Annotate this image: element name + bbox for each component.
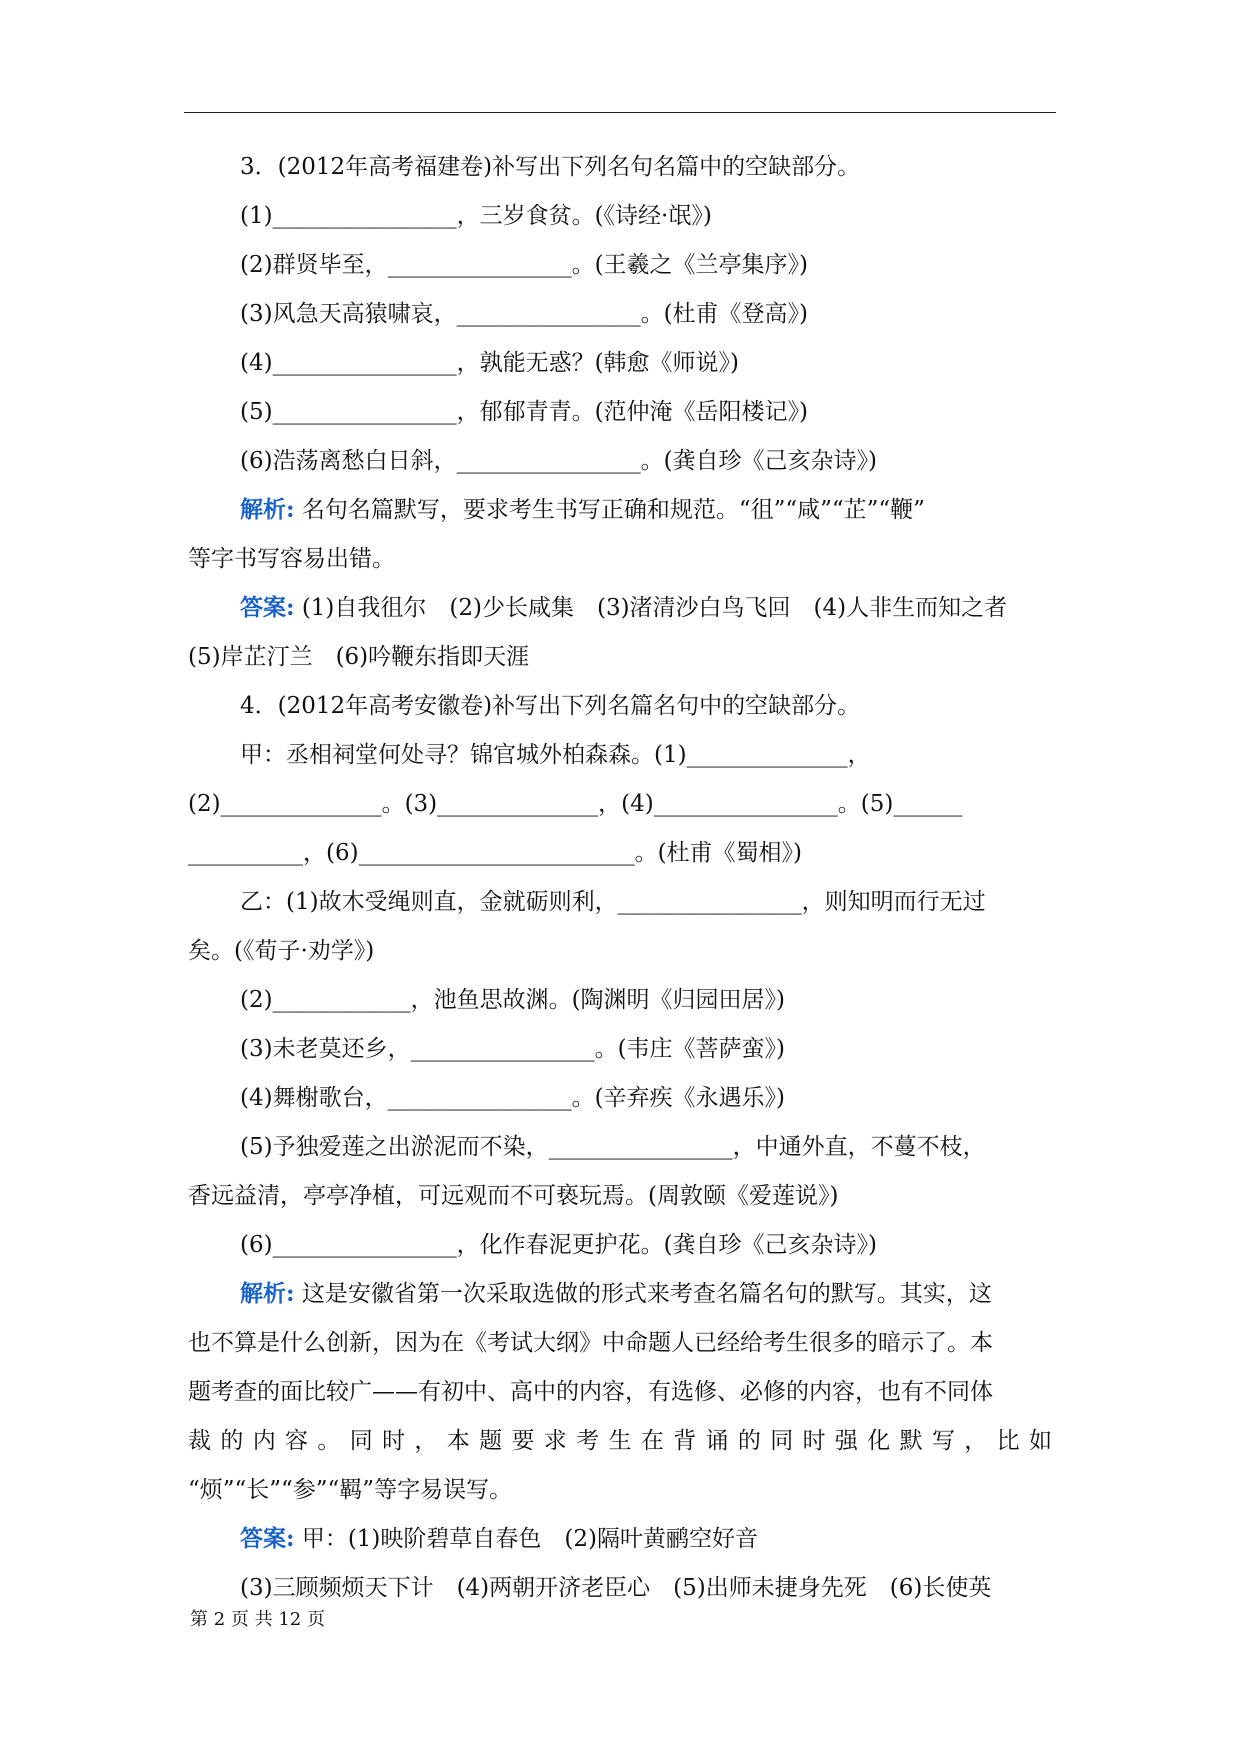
- q3-item-6: (6)浩荡离愁白日斜，________________。(龚自珍《己亥杂诗》): [240, 448, 878, 474]
- q4-yi-item-2: (2)____________，池鱼思故渊。(陶渊明《归园田居》): [240, 987, 786, 1013]
- q4-yi-item-5: (5)予独爱莲之出淤泥而不染，________________，中通外直，不蔓不枝，: [240, 1134, 986, 1160]
- analysis-text: 这是安徽省第一次采取选做的形式来考查名篇名句的默写。其实，这: [301, 1281, 992, 1307]
- q4-jia-line-2: (2)______________。(3)______________，(4)________________。(5)______: [188, 791, 963, 817]
- q4-jia-line-1: 甲：丞相祠堂何处寻？锦官城外柏森森。(1)______________，: [240, 742, 871, 768]
- q4-yi-line-1: 乙：(1)故木受绳则直，金就砺则利，________________，则知明而行无过: [240, 889, 986, 915]
- analysis-label: 解析:: [240, 1280, 295, 1307]
- analysis-text: 名句名篇默写，要求考生书写正确和规范。“徂”“咸”“芷”“鞭”: [301, 497, 925, 523]
- q4-analysis: [240, 1279, 992, 1309]
- q4-yi-line-2: 矣。(《荀子·劝学》): [188, 938, 375, 964]
- q4-analysis-line-2: 也不算是什么创新，因为在《考试大纲》中命题人已经给考生很多的暗示了。本: [188, 1330, 993, 1356]
- header-rule: [184, 112, 1056, 113]
- answer-text: (1)自我徂尔 (2)少长咸集 (3)渚清沙白鸟飞回 (4)人非生而知之者: [301, 595, 1008, 621]
- q3-answer-line-2: (5)岸芷汀兰 (6)吟鞭东指即天涯: [188, 644, 530, 670]
- q3-answer: [240, 593, 1007, 623]
- q3-item-2: (2)群贤毕至，________________。(王羲之《兰亭集序》): [240, 252, 809, 278]
- q4-answer: [240, 1524, 758, 1554]
- q4-yi-item-6: (6)________________，化作春泥更护花。(龚自珍《己亥杂诗》): [240, 1232, 878, 1258]
- q3-item-3: (3)风急天高猿啸哀，________________。(杜甫《登高》): [240, 301, 809, 327]
- q3-item-1: (1)________________，三岁食贫。(《诗经·氓》): [240, 203, 712, 229]
- q3-item-5: (5)________________，郁郁青青。(范仲淹《岳阳楼记》): [240, 399, 809, 425]
- q4-yi-item-4: (4)舞榭歌台，________________。(辛弃疾《永遇乐》): [240, 1085, 786, 1111]
- q4-yi-item-5-cont: 香远益清，亭亭净植，可远观而不可亵玩焉。(周敦颐《爱莲说》): [188, 1183, 839, 1209]
- q3-analysis-line-2: 等字书写容易出错。: [188, 546, 395, 572]
- q4-analysis-line-5: “烦”“长”“参”“羁”等字易误写。: [188, 1477, 513, 1503]
- analysis-label: 解析:: [240, 496, 295, 523]
- answer-label: 答案:: [240, 594, 295, 621]
- q3-item-4: (4)________________，孰能无惑？(韩愈《师说》): [240, 350, 740, 376]
- answer-text: 甲：(1)映阶碧草自春色 (2)隔叶黄鹂空好音: [301, 1526, 758, 1552]
- q4-stem: 4．(2012年高考安徽卷)补写出下列名篇名句中的空缺部分。: [240, 693, 861, 719]
- q4-yi-item-3: (3)未老莫还乡，________________。(韦庄《菩萨蛮》): [240, 1036, 786, 1062]
- q4-analysis-line-4: 裁的内容。同时，本题要求考生在背诵的同时强化默写，比如: [188, 1428, 1052, 1454]
- q3-stem: 3．(2012年高考福建卷)补写出下列名句名篇中的空缺部分。: [240, 154, 861, 180]
- q4-analysis-line-3: 题考查的面比较广——有初中、高中的内容，有选修、必修的内容，也有不同体: [188, 1379, 993, 1405]
- q3-analysis: [240, 495, 925, 525]
- q4-jia-line-3: __________，(6)________________________。(杜甫《蜀相》): [188, 840, 803, 866]
- page-footer: 第 2 页 共 12 页: [190, 1609, 325, 1630]
- q4-answer-line-2: (3)三顾频烦天下计 (4)两朝开济老臣心 (5)出师未捷身先死 (6)长使英: [240, 1575, 992, 1601]
- answer-label: 答案:: [240, 1525, 295, 1552]
